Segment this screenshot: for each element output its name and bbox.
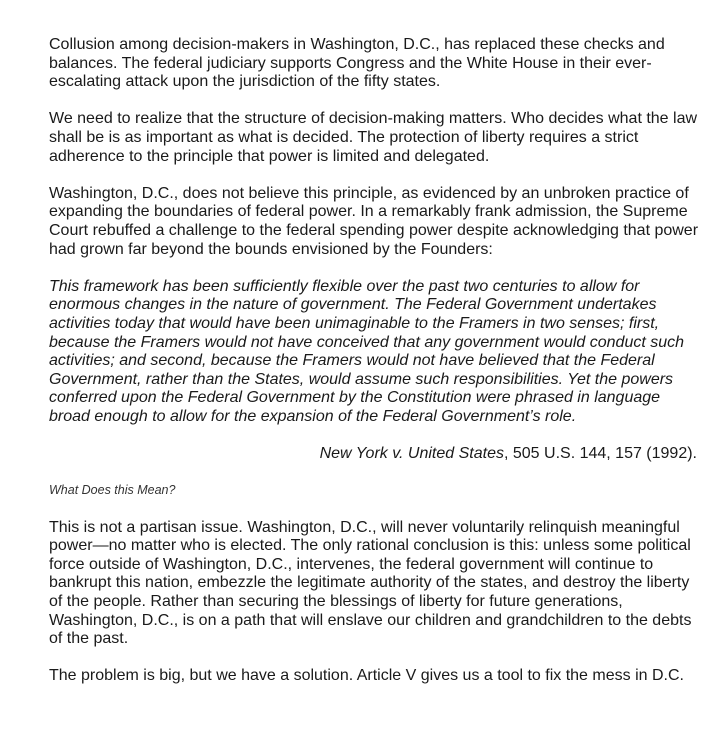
paragraph-collusion: Collusion among decision-makers in Washington, D.C., has replaced these checks and balances. The federal judiciary supports Congress and the White House in their ever-escalating attack upon the jurisdiction of the fifty states.	[49, 36, 665, 91]
paragraph-partisan: This is not a partisan issue. Washington, D.C., will never voluntarily relinquish meaningful power—no matter who is elected. The only rational conclusion is this: unless some political force outside of Washington, D.C., intervenes, the federal government will continue to bankrupt this nation, embezzle the legitimate authority of the states, and destroy the liberty of the people. Rather than securing the blessings of liberty for future generations, Washington, D.C., is on a path that will enslave our children and grandchildren to the debts of the past.	[49, 518, 692, 648]
paragraph-washington-practice: Washington, D.C., does not believe this principle, as evidenced by an unbroken practice of expanding the boundaries of federal power. In a remarkably frank admission, the Supreme Court rebuffed a challenge to the federal spending power despite acknowledging that power had grown far beyond the bounds envisioned by the Founders:	[49, 184, 699, 258]
case-reference: , 505 U.S. 144, 157 (1992).	[503, 445, 697, 463]
paragraph-solution: The problem is big, but we have a solution. Article V gives us a tool to fix the mess in D.C.	[49, 667, 684, 685]
section-heading: What Does this Mean?	[49, 482, 176, 497]
case-name: New York v. United States	[319, 445, 504, 463]
paragraph-structure: We need to realize that the structure of decision-making matters. Who decides what the law shall be is as important as what is decided. The protection of liberty requires a strict adherence to the principle that power is limited and delegated.	[49, 110, 698, 165]
document-body	[49, 36, 699, 686]
block-quote: This framework has been sufficiently flexible over the past two centuries to allow for enormous changes in the nature of government. The Federal Government undertakes activities today that would have been unimaginable to the Framers in two senses; first, because the Framers would not have conceived that any government would conduct such activities; and second, because the Framers would not have believed that the Federal Government, rather than the States, would assume such responsibilities. Yet the powers conferred upon the Federal Government by the Constitution were phrased in language broad enough to allow for the expansion of the Federal Government’s role.	[49, 277, 685, 425]
case-citation	[49, 445, 699, 464]
